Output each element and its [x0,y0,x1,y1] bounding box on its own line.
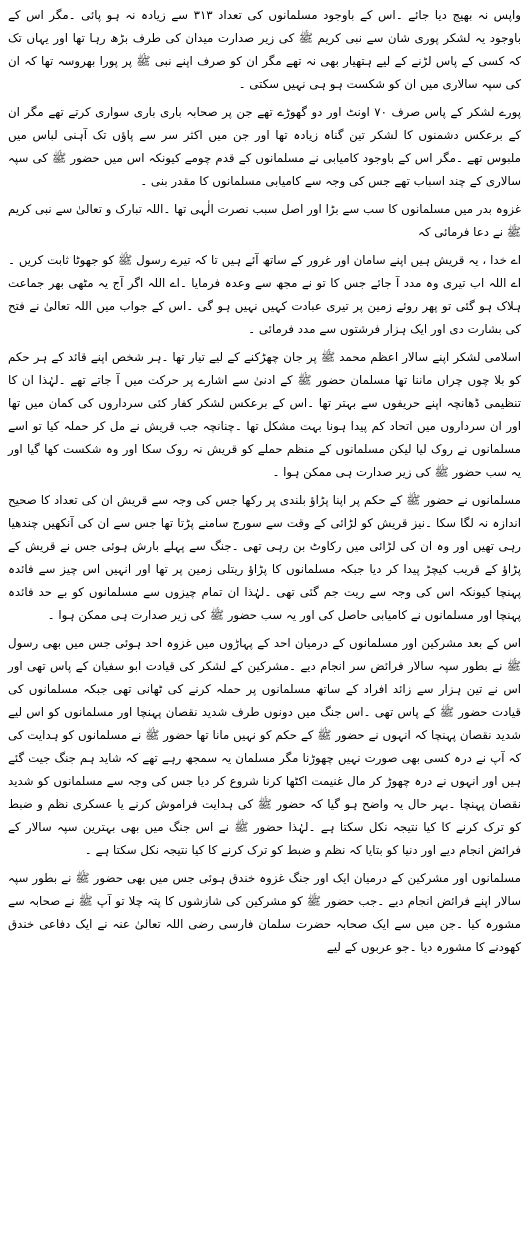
paragraph-4: اے خدا ، یہ قریش ہیں اپنے سامان اور غرور کے ساتھ آئے ہیں تا کہ تیرے رسول ﷺ کو جھوٹا ثابت کریں ۔اے اللہ اب تیری وہ مدد آ جائے جس کا تو نے مجھ سے وعدہ فرمایا ۔اے اللہ اگر آج یہ مٹھی بھر جماعت ہلاک ہو گئی تو پھر روئے زمین پر تیری عبادت کہیں نہیں ہو گی ۔اس کے جواب میں اللہ تعالیٰ نے فتح کی بشارت دی اور ایک ہزار فرشتوں سے مدد فرمائی ۔ [8,253,521,336]
paragraph-8: مسلمانوں اور مشرکین کے درمیان ایک اور جنگ غزوہ خندق ہوئی جس میں بھی حضور ﷺ نے بطور سپہ سالار اپنے فرائض انجام دیے ۔جب حضور ﷺ کو مشرکین کی شازشوں کا پتہ چلا تو آپ ﷺ نے صحابہ سے مشورہ کیا ۔جن میں سے ایک صحابہ حضرت سلمان فارسی رضی اللہ تعالیٰ عنہ نے ایک دفاعی خندق کھودنے کا مشورہ دیا ۔جو عربوں کے لیے [8,871,521,954]
paragraph-5: اسلامی لشکر اپنے سالار اعظم محمد ﷺ پر جان چھڑکنے کے لیے تیار تھا ۔ہر شخص اپنے قائد کے ہر حکم کو بلا چوں چراں ماننا تھا مسلمان حضور ﷺ کے ادنیٰ سے اشارے پر حرکت میں آ جاتے تھے ۔لہٰذا ان کا تنظیمی ڈھانچہ اپنے حریفوں سے بہتر تھا ۔اس کے برعکس لشکر کفار کئی سرداروں کی کمان میں تھا اور ان سرداروں میں اتحاد کم پیدا ہونا بہت مشکل تھا ۔چنانچہ جب قریش نے مل کر حملہ کیا تو اسے مسلمانوں نے روک لیا لیکن مسلمانوں کے منظم حملے کو قریش نہ روک سکا اور وہ شکست کھا گیا اور یہ سب حضور ﷺ کی زیر صدارت ہی ممکن ہوا ۔ [8,350,521,479]
paragraph-3: غزوہ بدر میں مسلمانوں کا سب سے بڑا اور اصل سبب نصرت الٰہی تھا ۔اللہ تبارک و تعالیٰ سے نبی کریم ﷺ نے دعا فرمائی کہ [8,202,521,239]
paragraph-7: اس کے بعد مشرکین اور مسلمانوں کے درمیان احد کے پہاڑوں میں غزوہ احد ہوئی جس میں بھی رسول ﷺ نے بطور سپہ سالار فرائض سر انجام دیے ۔مشرکین کے لشکر کی قیادت ابو سفیان کے پاس تھی اور اس نے تین ہزار سے زائد افراد کے ساتھ مسلمانوں پر حملہ کرنے کی ٹھانی تھی جبکہ مسلمانوں کی قیادت حضور ﷺ کے پاس تھی ۔اس جنگ میں دونوں طرف شدید نقصان پہنچا اور مسلمانوں کو اس لیے شدید نقصان پہنچا کہ انہوں نے حضور ﷺ کے حکم کو نہیں مانا تھا حضور ﷺ نے مسلمانوں کو ہدایت کی کہ آپ نے درہ کسی بھی صورت نہیں چھوڑنا مگر مسلمان یہ سمجھ رہے تھے کہ شاید ہم جنگ جیت گئے ہیں اور انہوں نے درہ چھوڑ کر مال غنیمت اکٹھا کرنا شروع کر دیا جس کی وجہ سے مسلمانوں کو شدید نقصان پہنچا ۔بہر حال یہ واضح ہو گیا کہ حضور ﷺ کی ہدایت فراموش کرنے یا عسکری نظم و ضبط کو ترک کرنے کا کیا نتیجہ نکل سکتا ہے ۔لہٰذا حضور ﷺ نے اس جنگ میں بھی بہترین سپہ سالار کے فرائض انجام دیے اور دنیا کو بتایا کہ نظم و ضبط کو ترک کرنے کا کیا نتیجہ نکل سکتا ہے ۔ [8,636,521,857]
paragraph-6: مسلمانوں نے حضور ﷺ کے حکم پر اپنا پڑاؤ بلندی پر رکھا جس کی وجہ سے قریش ان کی تعداد کا صحیح اندازہ نہ لگا سکا ۔نیز قریش کو لڑائی کے وقت سے سورج سامنے پڑتا تھا جس سے ان کی آنکھیں چندھیا رہی تھیں اور وہ ان کی لڑائی میں رکاوٹ بن رہی تھی ۔جنگ سے پہلے بارش ہوئی جس نے قریش کے پڑاؤ کے قریب کیچڑ پیدا کر دیا جبکہ مسلمانوں کا پڑاؤ ریتلی زمین پر تھا اور انہیں اس چیز سے فائدہ پہنچا کیونکہ اس کی وجہ سے ریت جم گئی تھی ۔لہٰذا ان تمام چیزوں سے مسلمانوں کو بے حد فائدہ پہنچا اور مسلمانوں نے کامیابی حاصل کی اور یہ سب حضور ﷺ کی زیر صدارت ہی ممکن ہوا ۔ [8,493,521,622]
paragraph-2: پورے لشکر کے پاس صرف ۷۰ اونٹ اور دو گھوڑے تھے جن پر صحابہ باری باری سواری کرتے تھے مگر ان کے برعکس دشمنوں کا لشکر تین گناہ زیادہ تھا اور جن میں اکثر سر سے پاؤں تک آہنی لباس میں ملبوس تھے ۔مگر اس کے باوجود کامیابی نے مسلمانوں کے قدم چومے کیونکہ اس میں حضور ﷺ کی سپہ سالاری کے چند اسباب تھے جس کی وجہ سے کامیابی مسلمانوں کا مقدر بنی ۔ [8,105,521,188]
document-body [8,4,521,964]
paragraph-1: واپس نہ بھیج دیا جائے ۔اس کے باوجود مسلمانوں کی تعداد ۳۱۳ سے زیادہ نہ ہو پائی ۔مگر اس کے باوجود یہ لشکر پوری شان سے نبی کریم ﷺ کی زیر صدارت میدان کی طرف بڑھ رہا تھا اور یہاں تک کہ کسی کے پاس لڑنے کے لیے ہتھیار بھی نہ تھے مگر ان کو صرف اپنے نبی ﷺ پر پورا بھروسہ تھا کہ ان کی سپہ سالاری میں ان کو شکست ہو ہی نہیں سکتی ۔ [8,8,521,91]
